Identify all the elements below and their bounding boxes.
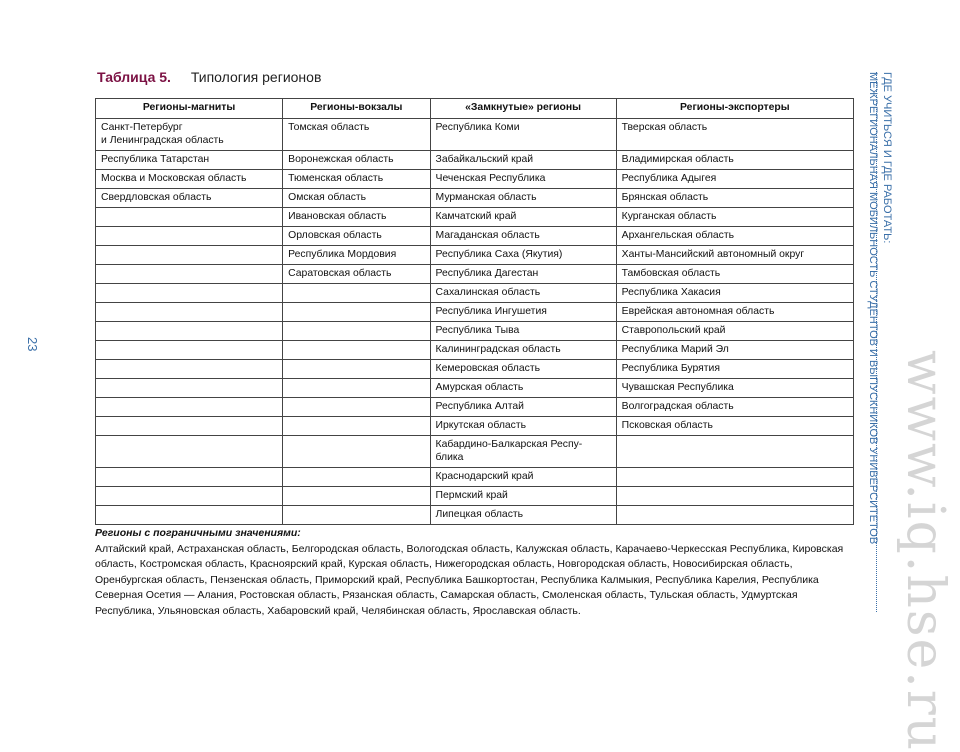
- table-cell: Республика Мордовия: [283, 246, 430, 265]
- table-cell: Мурманская область: [430, 189, 616, 208]
- table-cell: [283, 487, 430, 506]
- table-cell: Калининградская область: [430, 341, 616, 360]
- table-caption: Типология регионов: [190, 69, 322, 85]
- table-cell: [283, 322, 430, 341]
- table-cell: Республика Саха (Якутия): [430, 246, 616, 265]
- table-header-row: [96, 99, 854, 119]
- table-cell: Свердловская область: [96, 189, 283, 208]
- page-number: 23: [25, 337, 40, 352]
- table-cell: [283, 303, 430, 322]
- table-cell: [616, 487, 853, 506]
- table-cell: [96, 360, 283, 379]
- table-cell: Еврейская автономная область: [616, 303, 853, 322]
- note-body: Алтайский край, Астраханская область, Белгородская область, Вологодская область, Калужская область, Карачаево-Черкесская Республика, Кировская область, Костромская область, Красноярский край, Курская область, Нижегородская область, Новгородская область, Новосибирская область, Оренбургская область, Пензенская область, Приморский край, Республика Башкортостан, Республика Калмыкия, Республика Карелия, Республика Северная Осетия — Алания, Ростовская область, Рязанская область, Самарская область, Смоленская область, Тульская область, Удмуртская Республика, Ульяновская область, Хабаровский край, Челябинская область, Ярославская область.: [95, 542, 844, 617]
- table-row: [96, 265, 854, 284]
- table-cell: Сахалинская область: [430, 284, 616, 303]
- table-cell: Ставропольский край: [616, 322, 853, 341]
- table-cell: Ивановская область: [283, 208, 430, 227]
- column-header: Регионы-магниты: [96, 99, 283, 119]
- table-cell: [283, 398, 430, 417]
- table-cell: [616, 506, 853, 525]
- table-row: [96, 189, 854, 208]
- table-row: [96, 360, 854, 379]
- table-cell: Республика Хакасия: [616, 284, 853, 303]
- table-row: [96, 227, 854, 246]
- table-cell: Курганская область: [616, 208, 853, 227]
- table-cell: [96, 246, 283, 265]
- table-cell: Тамбовская область: [616, 265, 853, 284]
- table-cell: Республика Коми: [430, 119, 616, 151]
- table-row: [96, 417, 854, 436]
- table-cell: [616, 468, 853, 487]
- table-cell: Брянская область: [616, 189, 853, 208]
- running-head-line2: МЕЖРЕГИОНАЛЬНАЯ МОБИЛЬНОСТЬ СТУДЕНТОВ И ВЫПУСКНИКОВ УНИВЕРСИТЕТОВ: [867, 72, 879, 545]
- table-cell: Кабардино-Балкарская Респу- блика: [430, 436, 616, 468]
- table-row: [96, 379, 854, 398]
- table-cell: Липецкая область: [430, 506, 616, 525]
- table-cell: Республика Бурятия: [616, 360, 853, 379]
- table-cell: Орловская область: [283, 227, 430, 246]
- table-cell: Магаданская область: [430, 227, 616, 246]
- table-cell: [96, 398, 283, 417]
- table-cell: [96, 322, 283, 341]
- column-header: Регионы-вокзалы: [283, 99, 430, 119]
- table-cell: Амурская область: [430, 379, 616, 398]
- table-cell: [96, 284, 283, 303]
- table-cell: Архангельская область: [616, 227, 853, 246]
- table-row: [96, 284, 854, 303]
- table-cell: Иркутская область: [430, 417, 616, 436]
- table-cell: Пермский край: [430, 487, 616, 506]
- table-row: [96, 151, 854, 170]
- table-row: [96, 119, 854, 151]
- table-cell: Томская область: [283, 119, 430, 151]
- table-cell: Краснодарский край: [430, 468, 616, 487]
- table-cell: [96, 506, 283, 525]
- table-cell: [283, 436, 430, 468]
- table-row: [96, 322, 854, 341]
- column-header: «Замкнутые» регионы: [430, 99, 616, 119]
- table-cell: [96, 227, 283, 246]
- table-cell: Ханты-Мансийский автономный округ: [616, 246, 853, 265]
- table-cell: [96, 303, 283, 322]
- table-cell: Псковская область: [616, 417, 853, 436]
- running-head-line1: ГДЕ УЧИТЬСЯ И ГДЕ РАБОТАТЬ:: [881, 72, 893, 244]
- table-cell: [96, 417, 283, 436]
- table-row: [96, 208, 854, 227]
- table-title: [97, 69, 321, 85]
- table-cell: [96, 436, 283, 468]
- table-cell: [283, 341, 430, 360]
- table-cell: Владимирская область: [616, 151, 853, 170]
- table-cell: Воронежская область: [283, 151, 430, 170]
- table-cell: Республика Татарстан: [96, 151, 283, 170]
- table-cell: Республика Марий Эл: [616, 341, 853, 360]
- table-body: [96, 119, 854, 525]
- table-cell: Камчатский край: [430, 208, 616, 227]
- table-cell: Кемеровская область: [430, 360, 616, 379]
- table-cell: Забайкальский край: [430, 151, 616, 170]
- table-cell: [96, 468, 283, 487]
- table-row: [96, 468, 854, 487]
- table-cell: Республика Тыва: [430, 322, 616, 341]
- table-cell: Республика Алтай: [430, 398, 616, 417]
- table-cell: Республика Адыгея: [616, 170, 853, 189]
- table-row: [96, 487, 854, 506]
- table-row: [96, 303, 854, 322]
- table-cell: Омская область: [283, 189, 430, 208]
- table-cell: [283, 379, 430, 398]
- table-cell: Санкт-Петербург и Ленинградская область: [96, 119, 283, 151]
- table-cell: [96, 341, 283, 360]
- table-cell: [96, 379, 283, 398]
- table-cell: [96, 487, 283, 506]
- table-cell: [283, 360, 430, 379]
- table-cell: [96, 265, 283, 284]
- watermark: www.iq.hse.ru: [895, 350, 955, 752]
- table-cell: [96, 208, 283, 227]
- table-cell: [283, 417, 430, 436]
- table-number: Таблица 5.: [97, 69, 171, 85]
- table-row: [96, 246, 854, 265]
- table-cell: Саратовская область: [283, 265, 430, 284]
- table-cell: Чувашская Республика: [616, 379, 853, 398]
- note-heading: Регионы с пограничными значениями:: [95, 527, 301, 539]
- table-cell: Тюменская область: [283, 170, 430, 189]
- column-header: Регионы-экспортеры: [616, 99, 853, 119]
- table-cell: Волгоградская область: [616, 398, 853, 417]
- table-row: [96, 398, 854, 417]
- table-cell: Чеченская Республика: [430, 170, 616, 189]
- table-cell: Тверская область: [616, 119, 853, 151]
- table-cell: [283, 468, 430, 487]
- border-regions-note: [95, 526, 857, 620]
- table-cell: [283, 284, 430, 303]
- table-cell: Республика Ингушетия: [430, 303, 616, 322]
- table-row: [96, 436, 854, 468]
- table-row: [96, 506, 854, 525]
- table-cell: Москва и Московская область: [96, 170, 283, 189]
- table-cell: Республика Дагестан: [430, 265, 616, 284]
- table-row: [96, 341, 854, 360]
- table-cell: [283, 506, 430, 525]
- table-row: [96, 170, 854, 189]
- running-head: [866, 72, 894, 612]
- regions-table: [95, 98, 854, 525]
- table-cell: [616, 436, 853, 468]
